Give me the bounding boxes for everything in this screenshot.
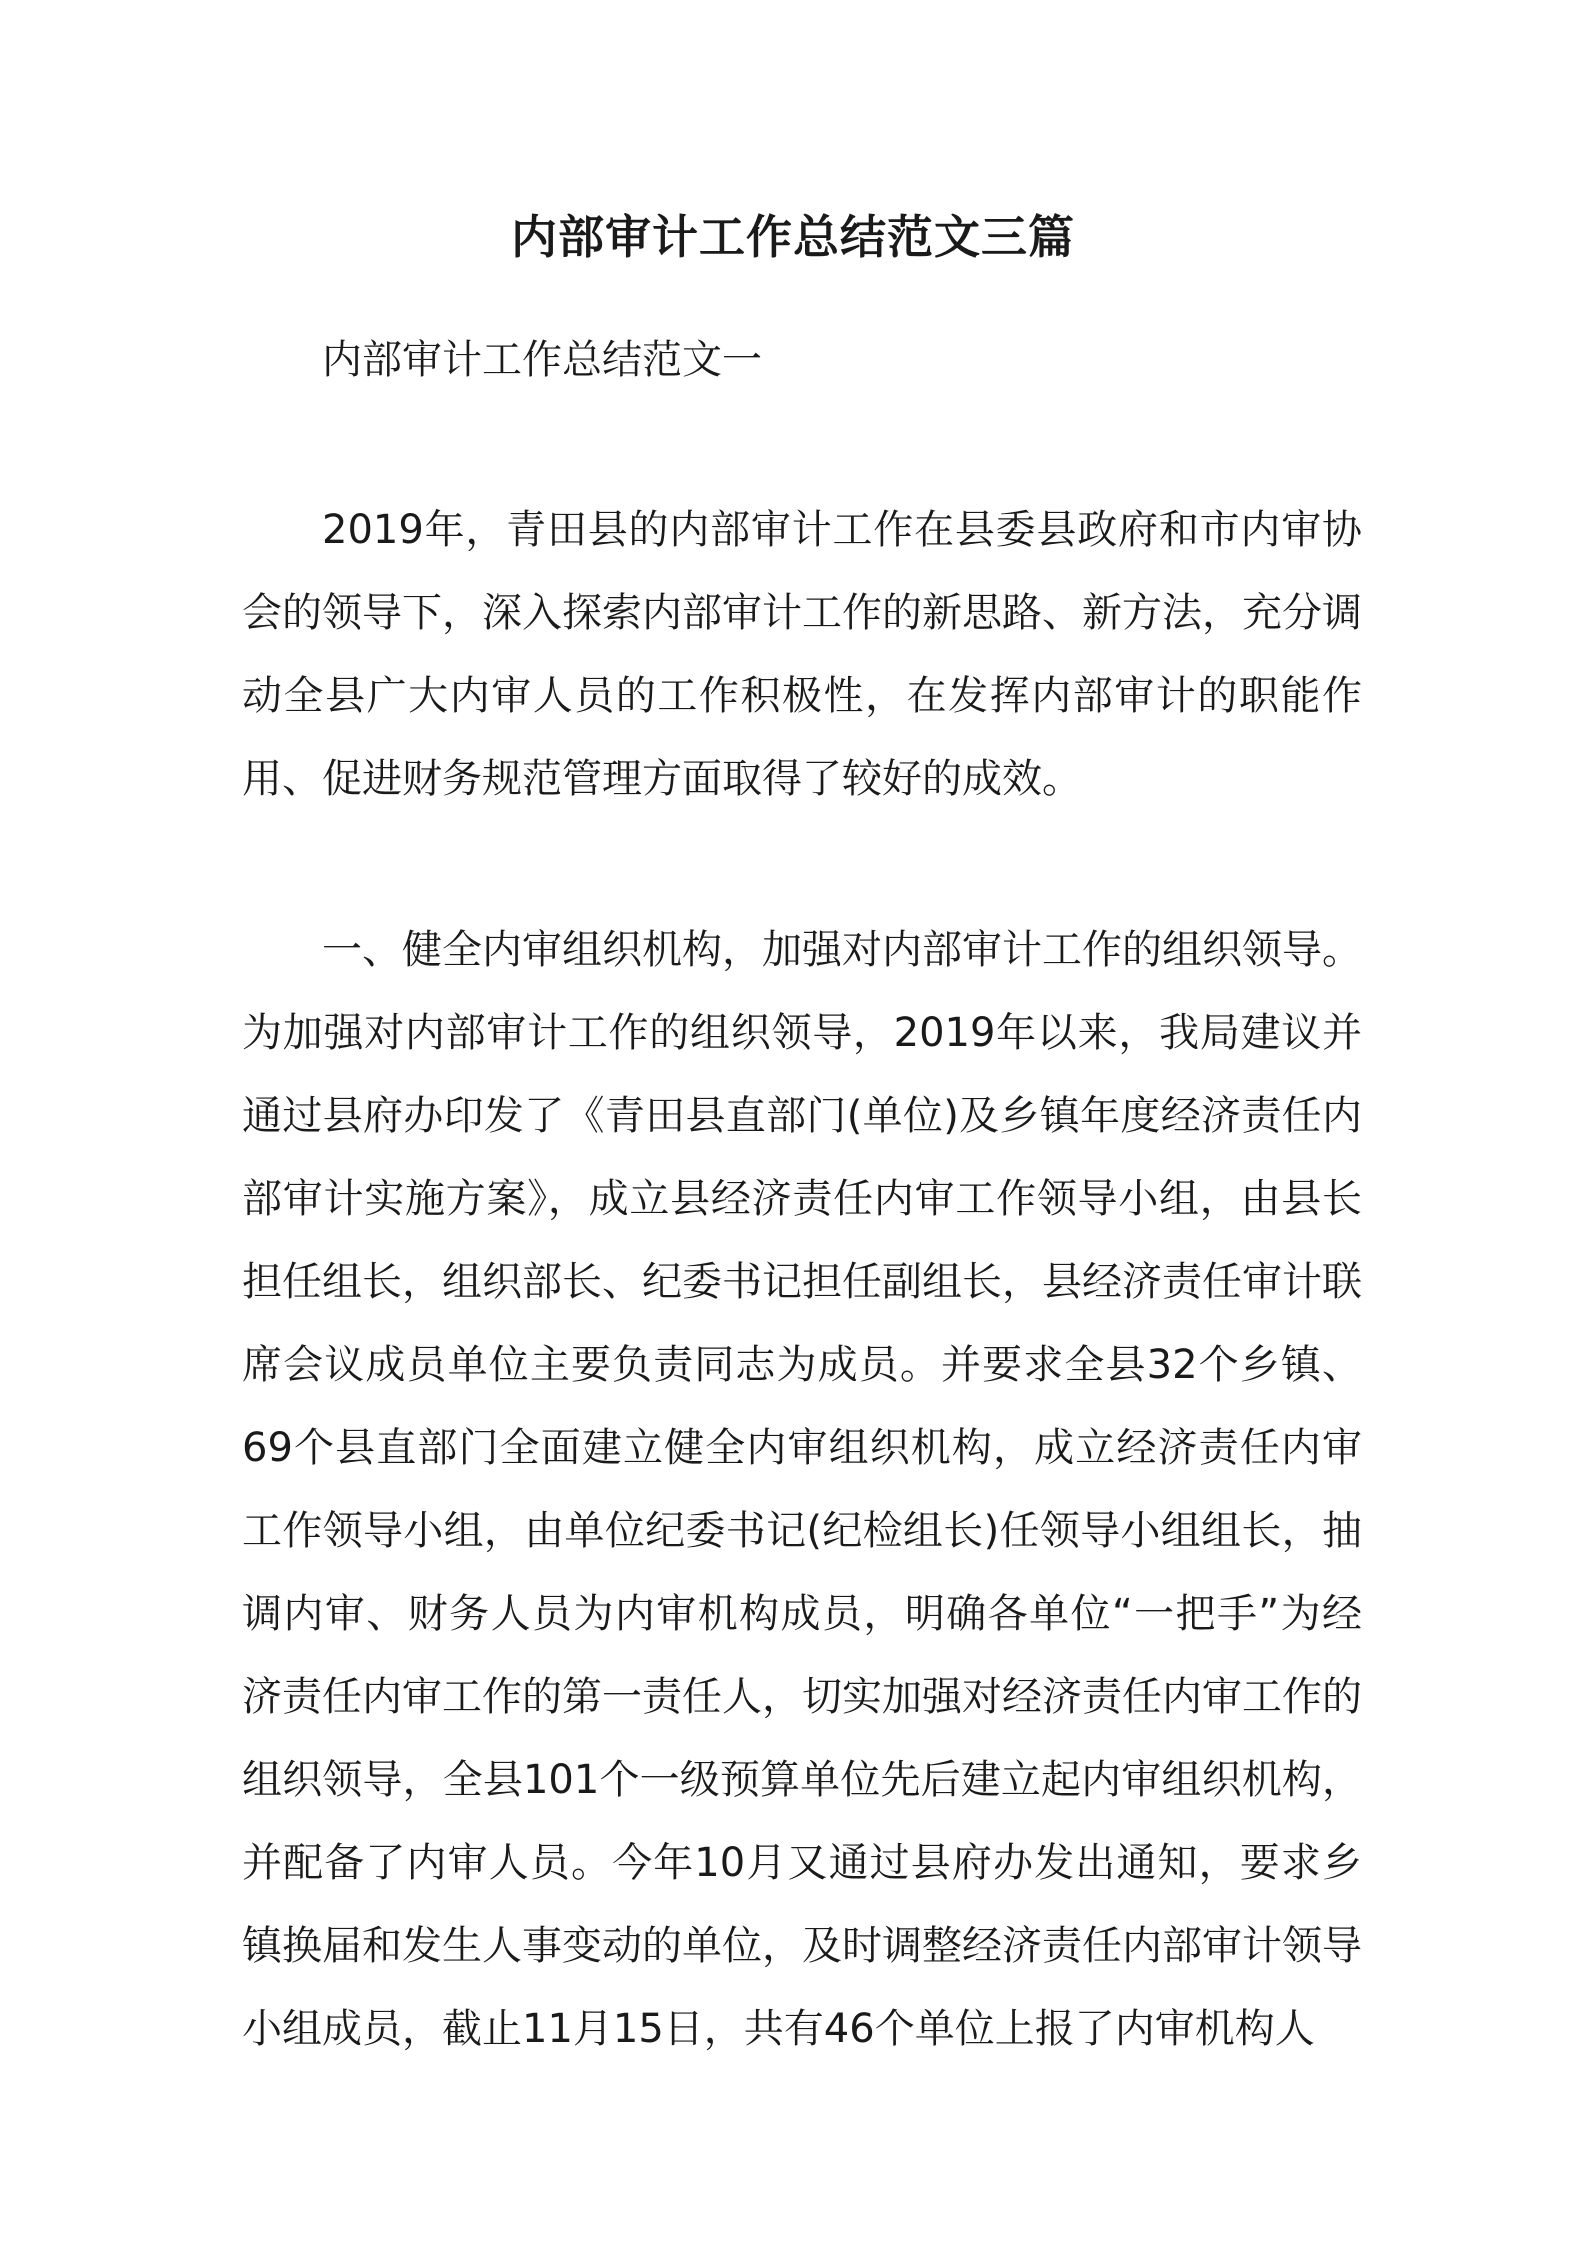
paragraph-section-one: 一、健全内审组织机构，加强对内部审计工作的组织领导。为加强对内部审计工作的组织领导，2019年以来，我局建议并通过县府办印发了《青田县直部门(单位)及乡镇年度经济责任内部审计实施方案》，成立县经济责任内审工作领导小组，由县长担任组长，组织部长、纪委书记担任副组长，县经济责任审计联席会议成员单位主要负责同志为成员。并要求全县32个乡镇、69个县直部门全面建立健全内审组织机构，成立经济责任内审工作领导小组，由单位纪委书记(纪检组长)任领导小组组长，抽调内审、财务人员为内审机构成员，明确各单位“一把手”为经济责任内审工作的第一责任人，切实加强对经济责任内审工作的组织领导，全县101个一级预算单位先后建立起内审组织机构，并配备了内审人员。今年10月又通过县府办发出通知，要求乡镇换届和发生人事变动的单位，及时调整经济责任内部审计领导小组成员，截止11月15日，共有46个单位上报了内审机构人 (242, 927, 1362, 2052)
section-heading: 内部审计工作总结范文一 (322, 337, 762, 383)
document-title: 内部审计工作总结范文三篇 (511, 210, 1075, 264)
paragraph-intro: 2019年，青田县的内部审计工作在县委县政府和市内审协会的领导下，深入探索内部审计工作的新思路、新方法，充分调动全县广大内审人员的工作积极性，在发挥内部审计的职能作用、促进财务规范管理方面取得了较好的成效。 (242, 507, 1362, 802)
